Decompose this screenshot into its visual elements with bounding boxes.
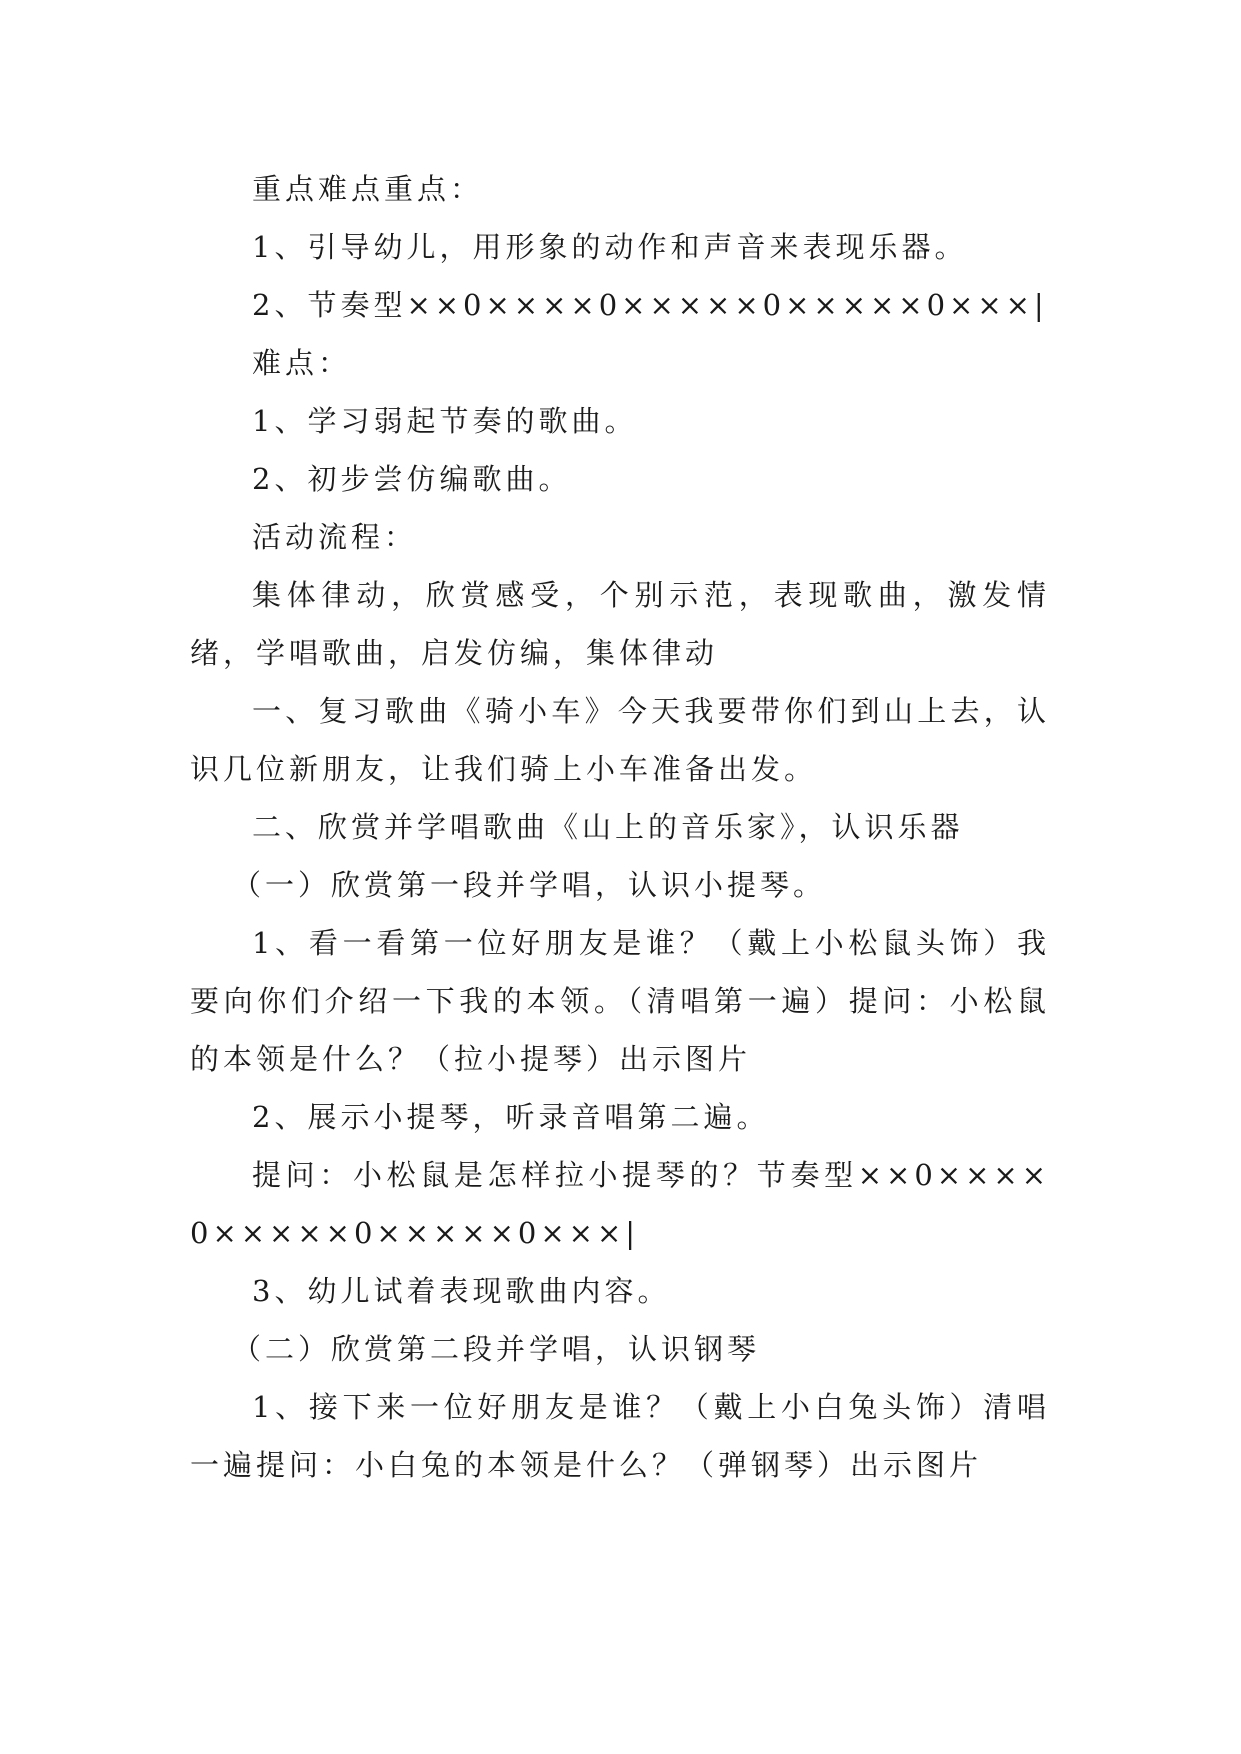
violin-item-2: 2、展示小提琴，听录音唱第二遍。: [252, 1100, 770, 1134]
difficult-point-2: 2、初步尝仿编歌曲。: [252, 462, 572, 496]
key-point-2-rhythm: 2、节奏型××0××××0×××××0×××××0×××|: [252, 288, 1048, 322]
step-two-appreciate-song: 二、欣赏并学唱歌曲《山上的音乐家》，认识乐器: [252, 810, 964, 844]
section-one-violin: （一）欣赏第一段并学唱，认识小提琴。: [232, 868, 827, 902]
violin-question-rhythm: 提问：小松鼠是怎样拉小提琴的？节奏型××0××××0×××××0×××××0×××|: [190, 1158, 1050, 1250]
heading-difficult-points: 难点：: [252, 346, 352, 380]
violin-item-1: 1、看一看第一位好朋友是谁？（戴上小松鼠头饰）我要向你们介绍一下我的本领。（清唱第一遍）提问：小松鼠的本领是什么？（拉小提琴）出示图片: [190, 926, 1050, 1076]
piano-item-1: 1、接下来一位好朋友是谁？（戴上小白兔头饰）清唱一遍提问：小白兔的本领是什么？（弹钢琴）出示图片: [190, 1390, 1050, 1482]
violin-item-3: 3、幼儿试着表现歌曲内容。: [252, 1274, 671, 1308]
heading-activity-flow: 活动流程：: [252, 520, 418, 554]
difficult-point-1: 1、学习弱起节奏的歌曲。: [252, 404, 638, 438]
document-body: [190, 160, 1050, 1494]
step-one-review-song: 一、复习歌曲《骑小车》今天我要带你们到山上去，认识几位新朋友，让我们骑上小车准备出发。: [190, 694, 1050, 786]
heading-key-difficult-points: 重点难点重点：: [252, 172, 484, 206]
activity-flow-summary: 集体律动，欣赏感受，个别示范，表现歌曲，激发情绪，学唱歌曲，启发仿编，集体律动: [190, 578, 1050, 670]
key-point-1: 1、引导幼儿，用形象的动作和声音来表现乐器。: [252, 230, 968, 264]
section-two-piano: （二）欣赏第二段并学唱，认识钢琴: [232, 1332, 761, 1366]
